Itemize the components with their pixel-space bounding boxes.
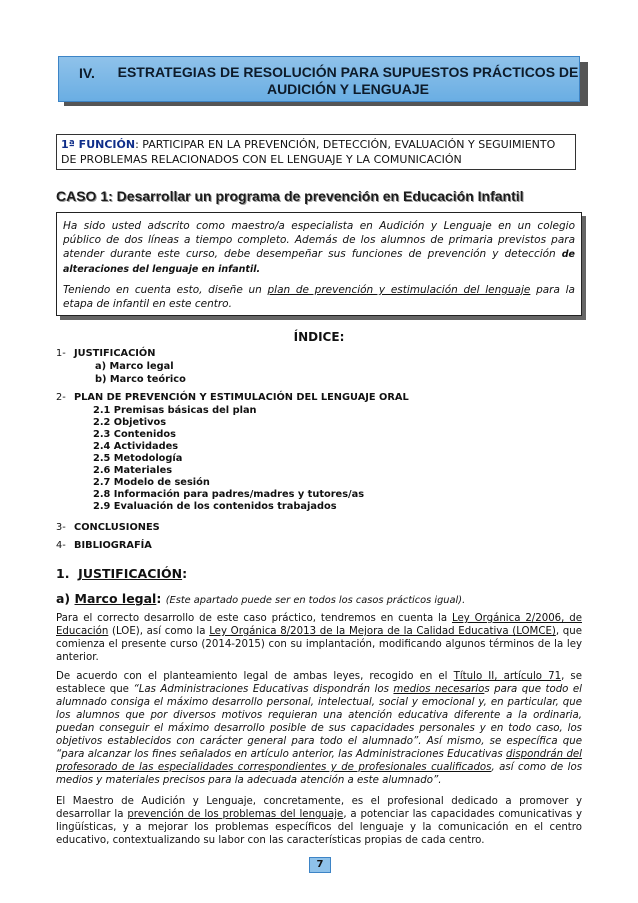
function-label: 1ª FUNCIÓN xyxy=(61,138,136,151)
banner-title-line1: ESTRATEGIAS DE RESOLUCIÓN PARA SUPUESTOS PRÁCTICOS DE xyxy=(117,64,579,80)
banner-title-line2: AUDICIÓN Y LENGUAJE xyxy=(266,81,430,97)
function-box xyxy=(56,134,576,170)
case-plan-link: plan de prevención y estimulación del lenguaje xyxy=(267,284,531,296)
index-item: b) Marco teórico xyxy=(95,374,186,385)
index-item: 2.1 Premisas básicas del plan xyxy=(93,405,257,416)
case-statement-box xyxy=(56,212,582,316)
section-heading: 1. JUSTIFICACIÓN: xyxy=(56,566,188,581)
index-item: 2- PLAN DE PREVENCIÓN Y ESTIMULACIÓN DEL LENGUAJE ORAL xyxy=(56,392,409,403)
index-item: 2.6 Materiales xyxy=(93,465,173,476)
paragraph-1: Para el correcto desarrollo de este caso práctico, tendremos en cuenta la Ley Orgánica 2/2006, de Educación (LOE), así como la Ley Orgánica 8/2013 de la Mejora de la Calidad Educativa (LOMCE), que comienza el presente curso (2014-2015) con su implantación, modificando algunos términos de la ley anterior. xyxy=(56,613,582,663)
case-title: CASO 1: Desarrollar un programa de prevención en Educación Infantil xyxy=(56,188,524,204)
case-paragraph-2: Teniendo en cuenta esto, diseñe un plan de prevención y estimulación del lenguaje para la etapa de infantil en este centro. xyxy=(63,284,575,310)
index-item: 2.7 Modelo de sesión xyxy=(93,477,210,488)
paragraph-3: El Maestro de Audición y Lenguaje, concretamente, es el profesional dedicado a promover y desarrollar la prevención de los problemas del lenguaje, a potenciar las capacidades comunicativas y lingüísticas, y a mejorar los problemas específicos del lenguaje y la comunicación en el centro educativo, contextualizando su labor con las características propias de cada centro. xyxy=(56,796,582,846)
index-item: 2.5 Metodología xyxy=(93,453,183,464)
section-banner xyxy=(58,56,580,102)
index-item: 2.3 Contenidos xyxy=(93,429,176,440)
banner-number: IV. xyxy=(79,65,95,81)
function-text-line1: : PARTICIPAR EN LA PREVENCIÓN, DETECCIÓN, EVALUACIÓN Y SEGUIMIENTO xyxy=(135,138,556,151)
index-item: 1- JUSTIFICACIÓN xyxy=(56,348,156,359)
index-item: 2.8 Información para padres/madres y tutores/as xyxy=(93,489,365,500)
paragraph-2: De acuerdo con el planteamiento legal de ambas leyes, recogido en el Título II, artículo 71, se establece que “Las Administraciones Educativas dispondrán los medios necesarios para que todo el alumnado consiga el máximo desarrollo personal, intelectual, social y emocional y, en particular, que los alumnos que por diversos motivos requieran una atención educativa diferente a la ordinaria, puedan conseguir el máximo desarrollo posible de sus capacidades personales y en todo caso, los objetivos establecidos con carácter general para todo el alumnado”. Así mismo, se específica que “para alcanzar los fines señalados en artículo anterior, las Administraciones Educativas dispondrán del profesorado de las especialidades correspondientes y de profesionales cualificados, así como de los medios y materiales precisos para la adecuada atención a este alumnado”. xyxy=(56,671,583,786)
index-item: 4- BIBLIOGRAFÍA xyxy=(56,540,152,551)
page-number: 7 xyxy=(309,857,331,873)
index-item: a) Marco legal xyxy=(95,361,174,372)
index-item: 2.4 Actividades xyxy=(93,441,179,452)
subsection-note: (Este apartado puede ser en todos los casos prácticos igual). xyxy=(165,595,466,606)
case-highlight: de alteraciones del lenguaje en infantil. xyxy=(63,249,575,275)
index-item: 2.9 Evaluación de los contenidos trabajados xyxy=(93,501,337,512)
index-title: ÍNDICE: xyxy=(293,330,345,344)
case-paragraph-1: Ha sido usted adscrito como maestro/a especialista en Audición y Lenguaje en un colegio público de dos líneas a tiempo completo. Además de los alumnos de primaria previstos para atender durante este curso, debe desempeñar sus funciones de prevención y detección de alteraciones del lenguaje en infantil. xyxy=(63,220,575,275)
subsection-heading: a) Marco legal: (Este apartado puede ser en todos los casos prácticos igual). xyxy=(56,591,466,606)
index-item: 2.2 Objetivos xyxy=(93,417,167,428)
function-text-line2: DE PROBLEMAS RELACIONADOS CON EL LENGUAJE Y LA COMUNICACIÓN xyxy=(61,153,462,166)
index-item: 3- CONCLUSIONES xyxy=(56,522,160,533)
